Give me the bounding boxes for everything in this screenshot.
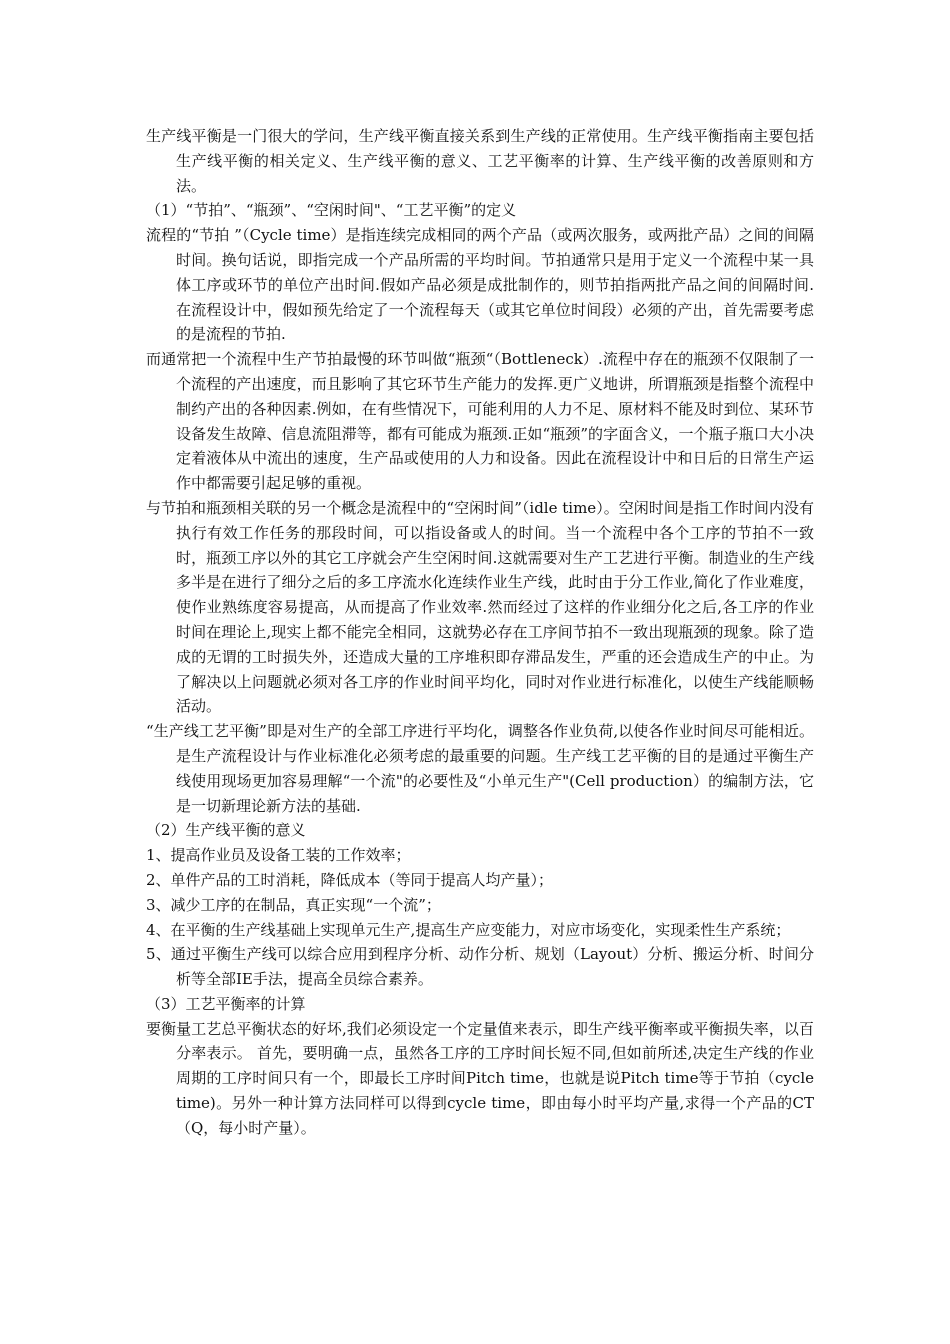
list-item: 5、通过平衡生产线可以综合应用到程序分析、动作分析、规划（Layout）分析、搬运分析、时间分析等全部IE手法，提高全员综合素养。 (146, 945, 814, 989)
document-page (146, 124, 814, 1141)
list-item: 2、单件产品的工时消耗，降低成本（等同于提高人均产量）； (146, 870, 554, 889)
line-balance-paragraph: “生产线工艺平衡”即是对生产的全部工序进行平均化，调整各作业负荷,以使各作业时间尽可能相近。是生产流程设计与作业标准化必须考虑的最重要的问题。生产线工艺平衡的目的是通过平衡生产线使用现场更加容易理解“一个流"的必要性及“小单元生产"(Cell production）的编制方法，它是一切新理论新方法的基础. (146, 722, 814, 815)
intro-paragraph: 生产线平衡是一门很大的学问，生产线平衡直接关系到生产线的正常使用。生产线平衡指南主要包括生产线平衡的相关定义、生产线平衡的意义、工艺平衡率的计算、生产线平衡的改善原则和方法。 (146, 127, 814, 195)
idle-time-paragraph: 与节拍和瓶颈相关联的另一个概念是流程中的“空闲时间”（idle time）。空闲时间是指工作时间内没有执行有效工作任务的那段时间，可以指设备或人的时间。当一个流程中各个工序的节拍不一致时，瓶颈工序以外的其它工序就会产生空闲时间.这就需要对生产工艺进行平衡。制造业的生产线多半是在进行了细分之后的多工序流水化连续作业生产线，此时由于分工作业,简化了作业难度，使作业熟练度容易提高，从而提高了作业效率.然而经过了这样的作业细分化之后,各工序的作业时间在理论上,现实上都不能完全相同，这就势必存在工序间节拍不一致出现瓶颈的现象。除了造成的无谓的工时损失外，还造成大量的工序堆积即存滞品发生，严重的还会造成生产的中止。为了解决以上问题就必须对各工序的作业时间平均化，同时对作业进行标准化，以使生产线能顺畅活动。 (146, 498, 814, 716)
section-heading-2: （2）生产线平衡的意义 (146, 821, 306, 840)
cycle-time-paragraph: 流程的“节拍 ”（Cycle time）是指连续完成相同的两个产品（或两次服务，或两批产品）之间的间隔时间。换句话说，即指完成一个产品所需的平均时间。节拍通常只是用于定义一个流程中某一具体工序或环节的单位产出时间.假如产品必须是成批制作的，则节拍指两批产品之间的间隔时间.在流程设计中，假如预先给定了一个流程每天（或其它单位时间段）必须的产出，首先需要考虑的是流程的节拍. (146, 226, 814, 344)
list-item: 1、提高作业员及设备工装的工作效率； (146, 846, 411, 865)
section-heading-1: （1）“节拍”、“瓶颈”、“空闲时间"、“工艺平衡”的定义 (146, 201, 517, 220)
calculation-paragraph: 要衡量工艺总平衡状态的好坏,我们必须设定一个定量值来表示，即生产线平衡率或平衡损失率，以百分率表示。 首先，要明确一点，虽然各工序的工序时间长短不同,但如前所述,决定生产线的作业周期的工序时间只有一个，即最长工序时间Pitch time，也就是说Pitch time等于节拍（cycle time)。另外一种计算方法同样可以得到cycle time，即由每小时平均产量,求得一个产品的CT（Q，每小时产量）。 (146, 1019, 814, 1137)
list-item: 4、在平衡的生产线基础上实现单元生产,提高生产应变能力，对应市场变化，实现柔性生产系统； (146, 920, 791, 939)
list-item: 3、减少工序的在制品，真正实现“一个流”； (146, 895, 441, 914)
section-heading-3: （3）工艺平衡率的计算 (146, 994, 306, 1013)
bottleneck-paragraph: 而通常把一个流程中生产节拍最慢的环节叫做“瓶颈“（Bottleneck）.流程中存在的瓶颈不仅限制了一个流程的产出速度，而且影响了其它环节生产能力的发挥.更广义地讲，所谓瓶颈是指整个流程中制约产出的各种因素.例如，在有些情况下，可能利用的人力不足、原材料不能及时到位、某环节设备发生故障、信息流阻滞等，都有可能成为瓶颈.正如“瓶颈”的字面含义，一个瓶子瓶口大小决定着液体从中流出的速度，生产品或使用的人力和设备。因此在流程设计中和日后的日常生产运作中都需要引起足够的重视。 (146, 350, 814, 493)
